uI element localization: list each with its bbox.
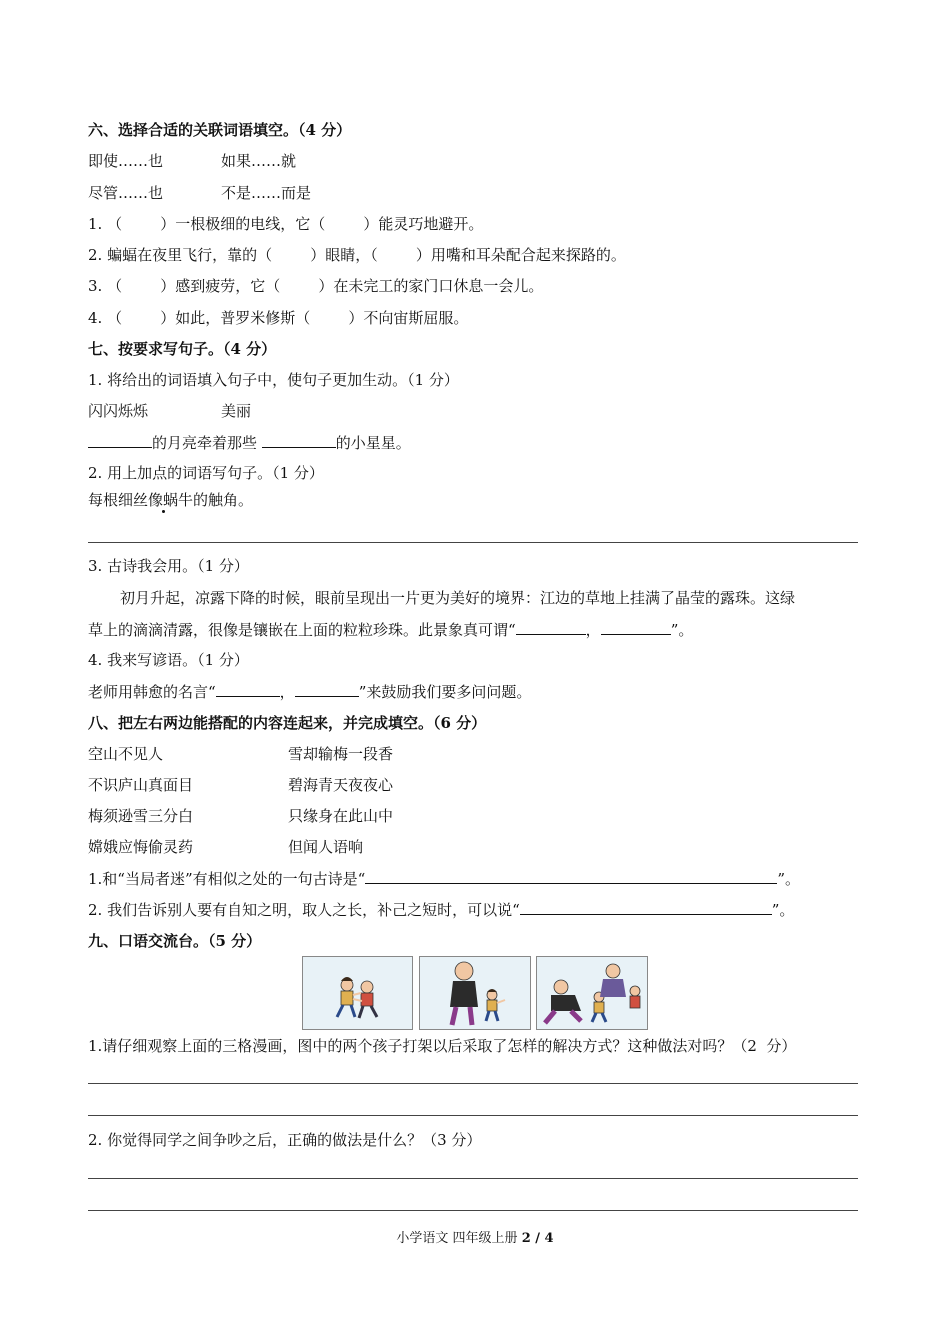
s6-question-4: 4. （ ）如此，普罗米修斯（ ）不向宙斯屈服。 <box>88 309 469 327</box>
answer-blank[interactable] <box>520 900 772 915</box>
s7-question-4: 4. 我来写谚语。（1 分） <box>88 651 249 669</box>
quote-end: ”来鼓励我们要多问问题。 <box>358 683 532 701</box>
q2-text: 2. 我们告诉别人要有自知之明，取人之长，补己之短时，可以说“ <box>88 901 520 919</box>
adult-and-child-illustration <box>420 957 530 1029</box>
answer-line[interactable] <box>88 1210 858 1211</box>
answer-blank[interactable] <box>88 433 152 448</box>
s7-q3-paragraph-2 <box>88 620 693 640</box>
comic-panel-3 <box>536 956 648 1030</box>
comic-panel-1 <box>302 956 413 1030</box>
section-6-title: 六、选择合适的关联词语填空。（4 分） <box>88 121 352 139</box>
s6-question-1: 1. （ ）一根极细的电线，它（ ）能灵巧地避开。 <box>88 215 484 233</box>
answer-blank[interactable] <box>216 682 280 697</box>
answer-line[interactable] <box>88 1115 858 1116</box>
s7-question-2: 2. 用上加点的词语写句子。（1 分） <box>88 464 324 482</box>
fill-text-a: 的月亮牵着那些 <box>152 434 262 452</box>
right-item-3[interactable]: 只缘身在此山中 <box>288 807 394 825</box>
section-8-title: 八、把左右两边能搭配的内容连起来，并完成填空。（6 分） <box>88 714 487 732</box>
word-1: 闪闪烁烁 <box>88 402 149 420</box>
option-3: 尽管……也 <box>88 184 164 202</box>
s7-q2-sentence: 每根细丝像蜗牛的触角。 <box>88 491 254 509</box>
left-item-2[interactable]: 不识庐山真面目 <box>88 776 194 794</box>
s7-fill-sentence <box>88 433 411 453</box>
comma: ， <box>585 621 601 639</box>
s8-question-1 <box>88 869 800 889</box>
left-item-4[interactable]: 嫦娥应悔偷灵药 <box>88 838 194 856</box>
answer-line[interactable] <box>88 1178 858 1179</box>
s6-question-2: 2. 蝙蝠在夜里飞行，靠的（ ）眼睛，（ ）用嘴和耳朵配合起来探路的。 <box>88 246 626 264</box>
q4-text: 老师用韩愈的名言“ <box>88 683 216 701</box>
right-item-4[interactable]: 但闻人语响 <box>288 838 364 856</box>
s9-question-1: 1.请仔细观察上面的三格漫画，图中的两个孩子打架以后采取了怎样的解决方式？这种做法对吗？（2 分） <box>88 1037 797 1055</box>
answer-line[interactable] <box>88 1083 858 1084</box>
option-4: 不是……而是 <box>221 184 312 202</box>
word-2: 美丽 <box>221 402 252 420</box>
answer-line[interactable] <box>88 542 858 543</box>
q1-text: 1.和“当局者迷”有相似之处的一句古诗是“ <box>88 870 366 888</box>
quote-end: ”。 <box>670 621 694 639</box>
quote-end: ”。 <box>777 870 800 888</box>
quote-end: ”。 <box>771 901 795 919</box>
s9-question-2: 2. 你觉得同学之间争吵之后，正确的做法是什么？（3 分） <box>88 1131 482 1149</box>
fill-text-b: 的小星星。 <box>335 434 411 452</box>
left-item-3[interactable]: 梅须逊雪三分白 <box>88 807 194 825</box>
answer-blank[interactable] <box>262 433 336 448</box>
answer-blank[interactable] <box>365 869 777 884</box>
s7-q4-sentence <box>88 682 531 702</box>
option-1: 即使……也 <box>88 152 164 170</box>
s8-question-2 <box>88 900 794 920</box>
page-footer <box>0 1227 950 1246</box>
comic-panel-2 <box>419 956 531 1030</box>
q3-text: 草上的滴滴清露，很像是镶嵌在上面的粒粒珍珠。此景象真可谓“ <box>88 621 516 639</box>
section-7-title: 七、按要求写句子。（4 分） <box>88 340 277 358</box>
footer-subject: 小学语文 四年级上册 <box>396 1231 522 1246</box>
comma: ， <box>279 683 295 701</box>
s7-question-1: 1. 将给出的词语填入句子中，使句子更加生动。（1 分） <box>88 371 459 389</box>
right-item-1[interactable]: 雪却输梅一段香 <box>288 745 394 763</box>
s7-q3-paragraph-1: 初月升起，凉露下降的时候，眼前呈现出一片更为美好的境界：江边的草地上挂满了晶莹的露珠。这绿 <box>120 589 796 607</box>
answer-blank[interactable] <box>516 620 586 635</box>
s7-question-3: 3. 古诗我会用。（1 分） <box>88 557 249 575</box>
answer-blank[interactable] <box>295 682 359 697</box>
page-number: 2 / 4 <box>521 1231 554 1246</box>
left-item-1[interactable]: 空山不见人 <box>88 745 164 763</box>
emphasis-dot <box>162 510 165 513</box>
right-item-2[interactable]: 碧海青天夜夜心 <box>288 776 394 794</box>
fighting-kids-illustration <box>303 957 412 1029</box>
answer-blank[interactable] <box>601 620 671 635</box>
section-9-title: 九、口语交流台。（5 分） <box>88 932 262 950</box>
s6-question-3: 3. （ ）感到疲劳，它（ ）在未完工的家门口休息一会儿。 <box>88 277 544 295</box>
adults-chasing-illustration <box>537 957 647 1029</box>
option-2: 如果……就 <box>221 152 297 170</box>
